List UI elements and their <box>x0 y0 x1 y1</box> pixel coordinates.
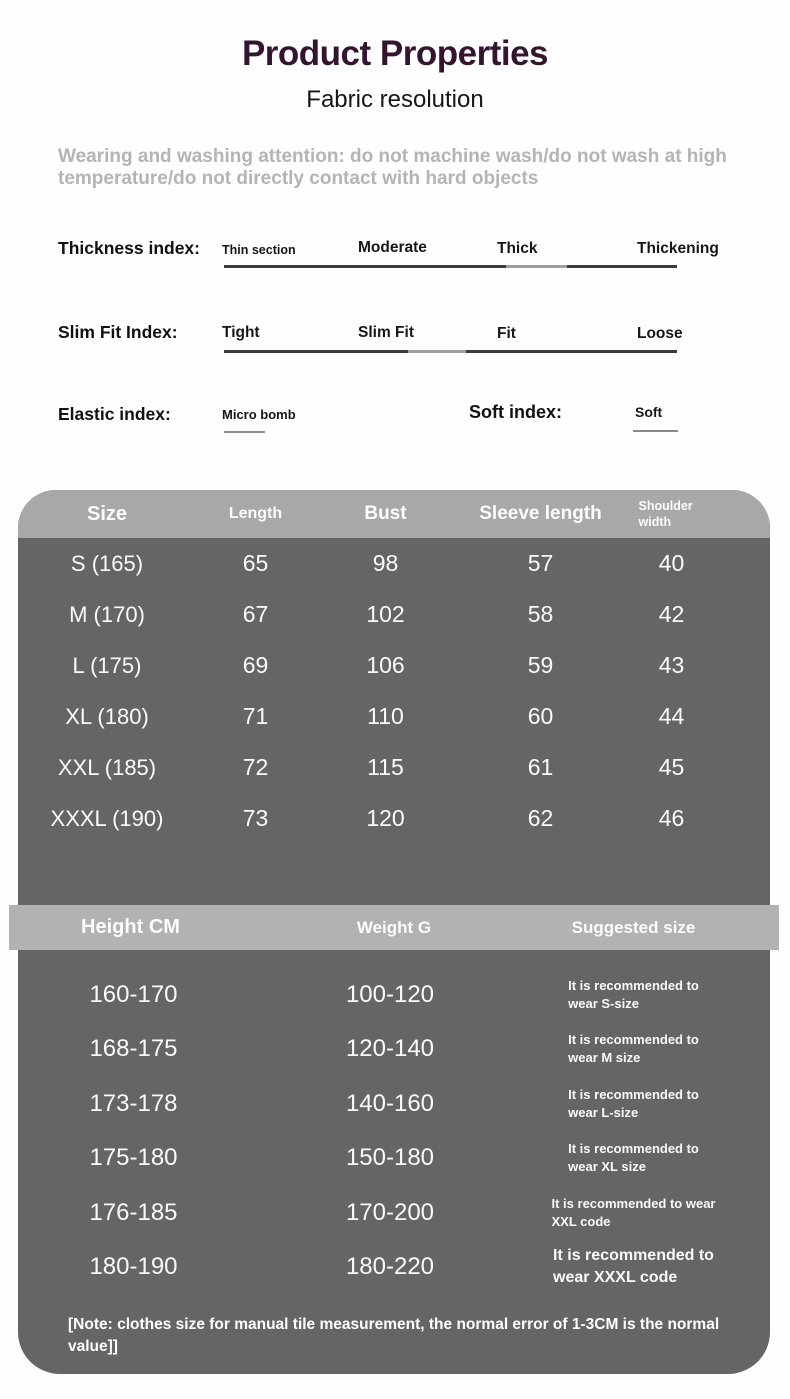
size-table-row-xxxl: XXXL (190) 73 120 62 46 <box>50 805 685 831</box>
size-table-row-m: M (170) 67 102 58 42 <box>69 601 685 627</box>
fit-table-header-weight: Weight G <box>356 917 432 937</box>
thickness-scale-line <box>224 265 677 268</box>
size-table-row-s: S (165) 65 98 57 40 <box>70 550 685 576</box>
size-table-header-length: Length <box>228 505 283 522</box>
size-chart-panel <box>18 490 770 1374</box>
fit-table-header-suggested-size: Suggested size <box>571 917 696 937</box>
fit-table-row-xl: 175-180 150-180 It is recommended to wear XL size <box>89 1141 699 1174</box>
size-table-row-l: L (175) 69 106 59 43 <box>72 652 685 678</box>
thickness-scale-marker <box>506 265 567 268</box>
elastic-index-label: Elastic index: <box>58 404 171 424</box>
slim-fit-option-tight: Tight <box>222 324 260 341</box>
soft-index-label: Soft index: <box>469 402 562 422</box>
size-table-header-bust: Bust <box>364 503 407 524</box>
measurement-note: [Note: clothes size for manual tile measurement, the normal error of 1-3CM is the normal value]] <box>68 1316 720 1355</box>
page-title: Product Properties <box>241 34 549 73</box>
fit-table-row-xxl: 176-185 170-200 It is recommended to wear XXL code <box>89 1196 716 1229</box>
fit-table-header-row <box>9 905 779 950</box>
size-table-header-shoulder-width: Shoulder width <box>638 498 693 529</box>
soft-index-value: Soft <box>635 404 663 420</box>
fit-table-row-m: 168-175 120-140 It is recommended to wear M size <box>89 1032 699 1065</box>
thickness-option-moderate: Moderate <box>358 239 427 256</box>
soft-value-underline <box>633 430 678 432</box>
size-table-row-xxl: XXL (185) 72 115 61 45 <box>57 754 685 780</box>
care-warning-text: Wearing and washing attention: do not machine wash/do not wash at high temperature/do not directly contact with hard objects <box>58 146 727 190</box>
fit-table-row-s: 160-170 100-120 It is recommended to wear S-size <box>89 978 699 1011</box>
thickness-option-thickening: Thickening <box>637 240 719 257</box>
thickness-option-thin-section: Thin section <box>222 243 296 257</box>
slim-fit-scale-marker <box>408 350 466 353</box>
fit-table-row-l: 173-178 140-160 It is recommended to wear L-size <box>89 1087 699 1120</box>
slim-fit-option-loose: Loose <box>637 325 683 342</box>
size-table-header-size: Size <box>86 502 128 525</box>
elastic-index-value: Micro bomb <box>222 407 296 422</box>
fit-table-row-xxxl: 180-190 180-220 It is recommended to wear XXXL code <box>89 1247 714 1286</box>
size-table-header-row <box>18 490 770 538</box>
slim-fit-scale-line <box>224 350 677 353</box>
slim-fit-index-label: Slim Fit Index: <box>58 322 178 342</box>
thickness-option-thick: Thick <box>497 240 538 257</box>
slim-fit-option-fit: Fit <box>497 325 516 342</box>
fit-table-header-height: Height CM <box>81 916 180 938</box>
elastic-value-underline <box>224 431 265 433</box>
size-table-header-sleeve-length: Sleeve length <box>479 503 602 524</box>
thickness-index-label: Thickness index: <box>58 238 200 258</box>
size-table-row-xl: XL (180) 71 110 60 44 <box>65 703 685 729</box>
page-subtitle: Fabric resolution <box>306 86 484 113</box>
slim-fit-option-slim-fit: Slim Fit <box>358 324 414 341</box>
